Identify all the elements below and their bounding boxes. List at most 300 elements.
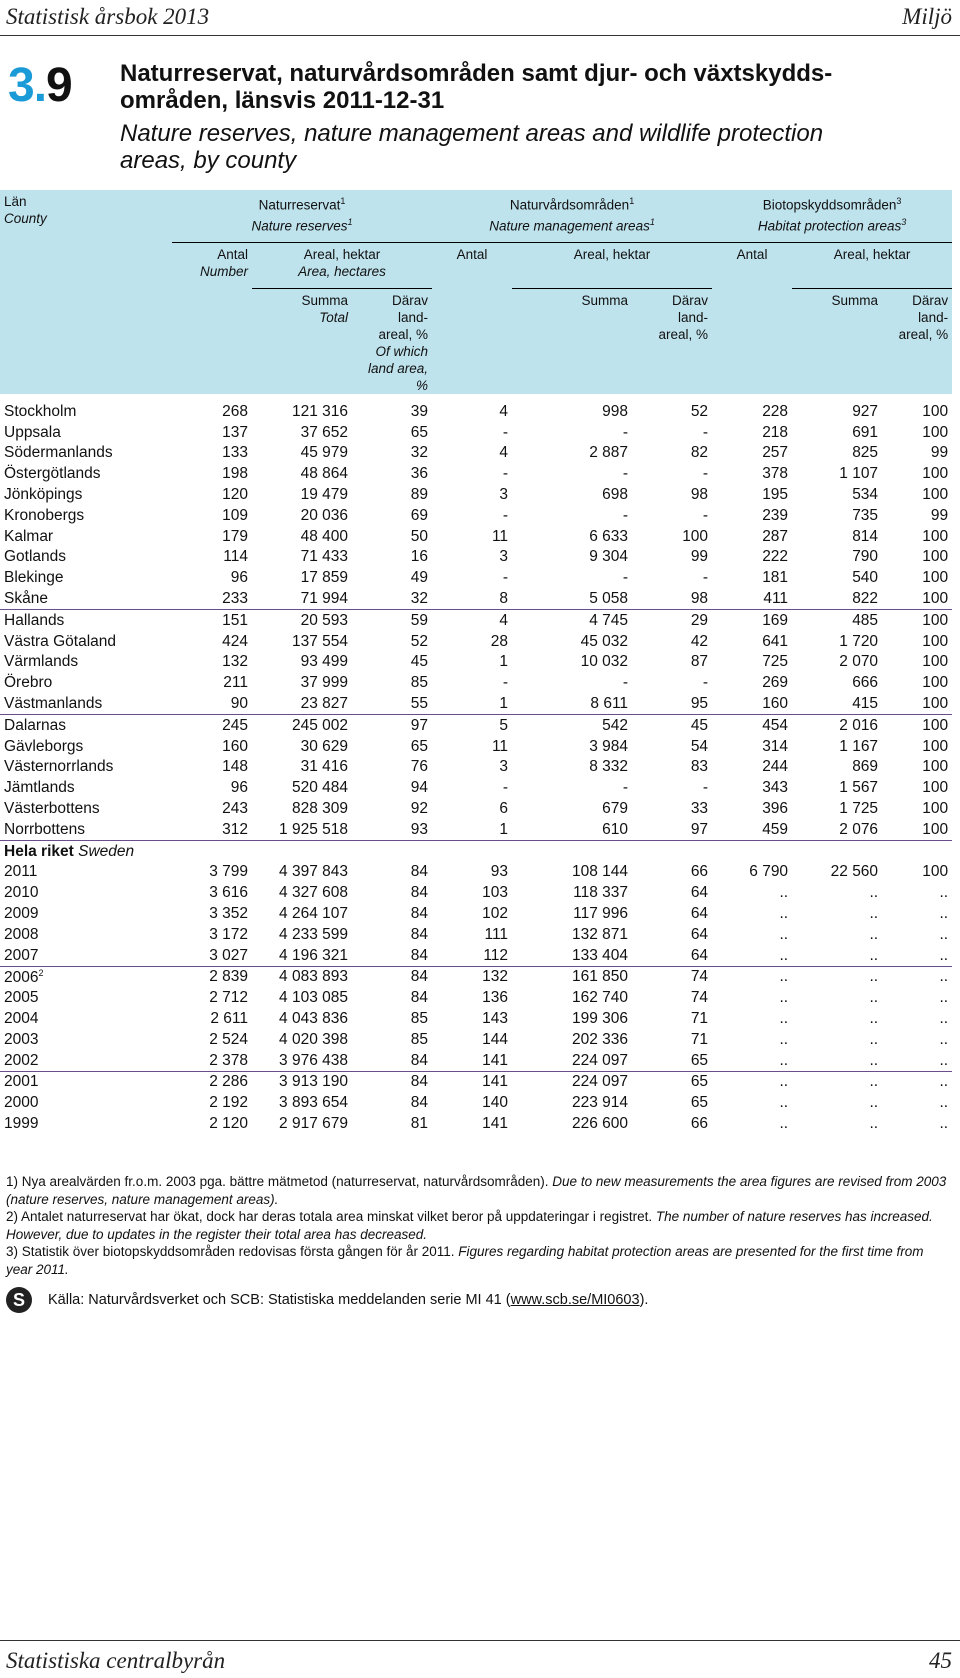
table-cell: 4 020 398 — [279, 1030, 348, 1048]
table-cell: 100 — [922, 779, 949, 797]
table-cell: 1 107 — [839, 465, 879, 483]
row-label: Gotlands — [4, 548, 67, 566]
table-cell: 69 — [410, 506, 429, 524]
row-label: Västra Götaland — [4, 632, 117, 650]
table-cell: 84 — [410, 968, 429, 986]
table-cell: 161 850 — [572, 968, 629, 986]
table-cell: 6 — [499, 800, 509, 818]
table-cell: 1 720 — [839, 632, 879, 650]
row-label: 2007 — [0, 945, 172, 966]
table-row — [0, 862, 952, 883]
table-cell: 137 554 — [291, 632, 348, 650]
row-label: Västerbottens — [4, 800, 100, 818]
table-cell: - — [622, 674, 629, 692]
table-cell: 99 — [930, 444, 949, 462]
table-cell: 103 — [482, 884, 509, 902]
row-label: 2009 — [4, 905, 39, 923]
table-row — [0, 988, 952, 1009]
table-row — [0, 1009, 952, 1030]
table-row — [0, 883, 952, 904]
table-cell: 11 — [491, 527, 509, 545]
table-cell: 85 — [410, 1030, 429, 1048]
table-cell: 169 — [762, 611, 789, 629]
table-cell: 84 — [352, 1050, 432, 1071]
table-cell: 2 611 — [210, 1010, 248, 1027]
table-cell: 65 — [690, 1094, 709, 1112]
page-number: 45 — [929, 1648, 952, 1673]
table-cell: - — [702, 569, 709, 587]
table-cell: .. — [869, 1073, 879, 1091]
table-cell: 5 058 — [512, 589, 632, 610]
table-cell: 48 400 — [300, 527, 348, 545]
table-cell: 84 — [410, 1073, 429, 1091]
table-cell: 143 — [482, 1010, 509, 1027]
table-cell: 92 — [410, 800, 429, 818]
table-row — [0, 505, 952, 526]
table-cell: .. — [779, 968, 789, 986]
header-group-habitat: Biotopskyddsområden$^3$ Habitat protection areas$^3$ — [712, 190, 952, 242]
table-cell: 59 — [410, 611, 429, 629]
table-cell: 84 — [410, 925, 429, 943]
row-label: Södermanlands — [4, 444, 113, 462]
table-cell: .. — [939, 1094, 949, 1112]
table-cell: 3 — [499, 486, 509, 504]
row-label: Västernorrlands — [4, 758, 114, 776]
table-cell: 96 — [230, 779, 248, 797]
table-cell: - — [622, 569, 629, 587]
table-cell: 4 327 608 — [279, 884, 348, 902]
table-cell: 268 — [222, 402, 248, 420]
table-cell: 100 — [922, 737, 949, 755]
table-cell: .. — [882, 1050, 952, 1071]
table-cell: 29 — [690, 611, 709, 629]
publication-title: Statistisk årsbok 2013 — [6, 4, 210, 29]
table-cell: 8 332 — [589, 758, 629, 776]
table-cell: 39 — [410, 402, 429, 420]
table-cell: .. — [779, 989, 789, 1007]
row-label: Östergötlands — [4, 465, 101, 483]
table-row — [0, 819, 952, 840]
source-link[interactable]: www.scb.se/MI0603 — [510, 1292, 640, 1308]
table-cell: 71 — [690, 1010, 709, 1027]
table-cell: 3 — [499, 758, 509, 776]
table-cell: 85 — [410, 674, 429, 692]
table-cell: 822 — [792, 589, 882, 610]
table-cell: - — [622, 423, 629, 441]
table-titles — [120, 60, 950, 174]
table-cell: - — [502, 674, 509, 692]
table-cell: 37 652 — [300, 423, 348, 441]
table-cell: 93 499 — [300, 653, 348, 671]
header-group-management: Naturvårdsområden$^1$ Nature management areas$^1$ — [432, 190, 712, 242]
row-label: 2011 — [4, 863, 38, 881]
table-cell: 11 — [491, 737, 509, 755]
table-cell: 2 286 — [209, 1073, 248, 1091]
table-cell: - — [622, 779, 629, 797]
table-cell: 98 — [632, 589, 712, 610]
table-cell: 998 — [602, 402, 629, 420]
table-body-counties — [0, 402, 952, 841]
table-row — [0, 1093, 952, 1114]
table-cell: 50 — [410, 527, 429, 545]
table-cell: 3 799 — [209, 863, 248, 881]
table-cell: 65 — [690, 1073, 709, 1091]
table-cell: - — [702, 506, 709, 524]
table-cell: 666 — [852, 674, 879, 692]
table-cell: 312 — [222, 820, 248, 838]
table-cell: 2 076 — [839, 820, 879, 838]
row-label: Gävleborgs — [4, 737, 84, 755]
table-cell: 64 — [690, 905, 709, 923]
header-group-reserves: Naturreservat$^1$ Nature reserves$^1$ — [172, 190, 432, 242]
table-cell: 244 — [762, 758, 789, 776]
table-cell: 245 002 — [291, 716, 348, 734]
table-cell: 3 172 — [209, 925, 248, 943]
table-cell: 2 192 — [209, 1094, 248, 1112]
table-row — [0, 631, 952, 652]
table-row — [0, 1029, 952, 1050]
table-cell: 64 — [690, 925, 709, 943]
table-cell: 120 — [222, 486, 248, 504]
table-cell: - — [502, 423, 509, 441]
footnote-2: 2) Antalet naturreservat har ökat, dock har deras totala area minskat vilket beror på uppdateringar i registret. The number of nature reserves has increased. However, due to updates in the register their total area has decreased. — [6, 1209, 933, 1242]
table-body-years — [0, 862, 952, 1134]
table-cell: 85 — [410, 1010, 429, 1027]
scb-logo-icon: S — [6, 1287, 32, 1313]
table-cell: 162 740 — [572, 989, 629, 1007]
table-cell: 2 887 — [589, 444, 629, 462]
table-row — [0, 673, 952, 694]
table-cell: 199 306 — [572, 1010, 629, 1027]
table-cell: .. — [779, 884, 789, 902]
table-cell: 100 — [922, 465, 949, 483]
table-cell: .. — [779, 1114, 789, 1132]
table-cell: 679 — [602, 800, 629, 818]
table-cell: 869 — [852, 758, 879, 776]
table-cell: 202 336 — [572, 1030, 629, 1048]
table-cell: 81 — [410, 1114, 429, 1132]
table-cell: 2 839 — [209, 968, 248, 986]
source — [6, 1287, 951, 1317]
table-cell: 396 — [762, 800, 789, 818]
table-cell: 121 316 — [291, 402, 348, 420]
table-cell: 65 — [410, 423, 429, 441]
table-cell: - — [702, 423, 709, 441]
table-cell: 19 479 — [300, 486, 348, 504]
table-cell: .. — [712, 1050, 792, 1071]
table-cell: 93 — [490, 863, 509, 881]
table-cell: 66 — [690, 863, 709, 881]
table-row — [0, 402, 952, 423]
table-cell: 96 — [230, 569, 248, 587]
table-cell: 160 — [712, 694, 792, 715]
table-cell: 4 233 599 — [279, 925, 348, 943]
table-cell: 927 — [852, 402, 879, 420]
header-antal-1: Antal Number — [199, 246, 248, 279]
table-cell: 735 — [852, 506, 879, 524]
table-cell: 17 859 — [300, 569, 348, 587]
row-label: Blekinge — [4, 569, 64, 587]
table-cell: .. — [779, 905, 789, 923]
table-cell: 3 976 438 — [252, 1050, 352, 1071]
table-row — [0, 485, 952, 506]
table-row — [0, 443, 952, 464]
table-cell: 48 864 — [300, 465, 348, 483]
table-cell: 33 — [690, 800, 709, 818]
table-cell: 100 — [922, 863, 949, 881]
table-cell: 415 — [792, 694, 882, 715]
table-cell: 97 — [690, 820, 709, 838]
table-cell: 28 — [490, 632, 509, 650]
table-cell: 37 999 — [300, 674, 348, 692]
table-cell: 1 — [499, 820, 509, 838]
table-cell: 2 070 — [839, 653, 879, 671]
footnotes — [6, 1173, 951, 1278]
table-cell: 74 — [690, 989, 709, 1007]
table-cell: 179 — [222, 527, 248, 545]
table-cell: 2 378 — [172, 1050, 252, 1071]
riket-label: Hela riket Sweden — [0, 841, 952, 862]
table-cell: 4 — [499, 611, 509, 629]
table-cell: .. — [779, 1030, 789, 1048]
table-cell: .. — [939, 968, 949, 986]
table-cell: 534 — [852, 486, 879, 504]
header-summa-3: Summa — [831, 292, 879, 308]
table-cell: .. — [869, 905, 879, 923]
table-cell: .. — [869, 989, 879, 1007]
table-cell: - — [702, 674, 709, 692]
table-cell: 99 — [930, 506, 949, 524]
table-cell: - — [622, 465, 629, 483]
table-cell: - — [502, 779, 509, 797]
table-cell: .. — [869, 968, 879, 986]
table-cell: 82 — [690, 444, 709, 462]
table-cell: 1 725 — [839, 800, 879, 818]
table-cell: 133 — [222, 444, 248, 462]
riket-section — [0, 841, 952, 862]
row-label: 2005 — [4, 989, 39, 1007]
table-cell: 378 — [762, 465, 789, 483]
table-cell: 22 560 — [830, 863, 879, 881]
table-cell: 181 — [762, 569, 789, 587]
table-cell: 287 — [762, 527, 789, 545]
row-label: Hallands — [4, 611, 65, 629]
table-cell: 20 593 — [300, 611, 348, 629]
table-cell: 36 — [410, 465, 429, 483]
table-cell: 100 — [882, 694, 952, 715]
table-cell: 83 — [690, 758, 709, 776]
table-cell: .. — [939, 884, 949, 902]
row-label: 2010 — [4, 884, 39, 902]
table-cell: 100 — [922, 800, 949, 818]
header-summa-2: Summa — [581, 292, 629, 308]
table-cell: 485 — [852, 611, 879, 629]
table-cell: 228 — [762, 402, 789, 420]
table-cell: 424 — [222, 632, 248, 650]
header-areal-3: Areal, hektar — [792, 242, 952, 288]
table-cell: 84 — [352, 945, 432, 966]
table-cell: 87 — [690, 653, 709, 671]
footnote-1: 1) Nya arealvärden fr.o.m. 2003 pga. bättre mätmetod (naturreservat, naturvårdsområden). Due to new measurements the area figures are revised from 2003 (nature reserves, nature management areas). — [6, 1174, 947, 1207]
row-label: 2004 — [4, 1010, 39, 1027]
table-cell: 84 — [410, 1094, 429, 1112]
table-cell: 2 120 — [209, 1114, 248, 1132]
table-cell: .. — [869, 1114, 879, 1132]
table-cell: 8 — [432, 589, 512, 610]
table-cell: 198 — [222, 465, 248, 483]
table-cell: 42 — [690, 632, 709, 650]
table-cell: 3 913 190 — [279, 1073, 348, 1091]
table-cell: 132 — [482, 968, 509, 986]
table-cell: 98 — [690, 486, 709, 504]
header-rule — [0, 35, 960, 36]
table-cell: 3 027 — [172, 945, 252, 966]
table-cell: 218 — [762, 423, 789, 441]
table-cell: 100 — [882, 589, 952, 610]
table-cell: .. — [939, 905, 949, 923]
source-text: Källa: Naturvårdsverket och SCB: Statistiska meddelanden serie MI 41 (www.scb.se/MI0603). — [48, 1292, 649, 1308]
table-cell: 16 — [410, 548, 429, 566]
table-header — [0, 190, 952, 402]
table-cell: 2 917 679 — [279, 1114, 348, 1132]
table-cell: 108 144 — [572, 863, 629, 881]
table-cell: 23 827 — [252, 694, 352, 715]
data-table — [0, 190, 952, 1134]
table-cell: .. — [779, 1094, 789, 1112]
table-cell: 160 — [222, 737, 248, 755]
table-cell: 100 — [922, 402, 949, 420]
table-cell: 84 — [410, 884, 429, 902]
table-row — [0, 1114, 952, 1135]
table-cell: 610 — [602, 820, 629, 838]
table-cell: 100 — [682, 527, 709, 545]
table-cell: 117 996 — [573, 905, 629, 923]
table-cell: 2 016 — [839, 716, 879, 734]
table-cell: 4 264 107 — [279, 905, 348, 923]
table-row — [0, 464, 952, 485]
table-cell: 100 — [922, 486, 949, 504]
table-cell: .. — [869, 1010, 879, 1027]
table-cell: 211 — [223, 674, 248, 692]
header-areal-1: Areal, hektar Area, hectares — [252, 242, 432, 288]
row-label: 2002 — [0, 1050, 172, 1071]
table-cell: 32 — [352, 589, 432, 610]
row-label: 2008 — [4, 925, 39, 943]
table-cell: .. — [882, 945, 952, 966]
page-header — [0, 0, 960, 36]
table-cell: 825 — [852, 444, 879, 462]
table-cell: .. — [779, 925, 789, 943]
table-cell: 641 — [762, 632, 789, 650]
table-cell: 99 — [690, 548, 709, 566]
title-swedish: Naturreservat, naturvårdsområden samt djur- och växtskydds- områden, länsvis 2011-12-31 — [120, 60, 833, 114]
table-cell: 2 524 — [209, 1030, 248, 1048]
table-cell: 4 103 085 — [279, 989, 348, 1007]
table-row — [0, 736, 952, 757]
table-cell: .. — [869, 1030, 879, 1048]
table-cell: 691 — [852, 423, 879, 441]
table-cell: 100 — [922, 632, 949, 650]
table-cell: 94 — [410, 779, 429, 797]
table-cell: 90 — [172, 694, 252, 715]
table-row — [0, 652, 952, 673]
table-cell: - — [702, 465, 709, 483]
table-cell: 243 — [222, 800, 248, 818]
table-cell: 4 — [499, 402, 509, 420]
header-darav-3: Därav land- areal, % — [898, 292, 949, 342]
table-row — [0, 568, 952, 589]
table-row — [0, 778, 952, 799]
table-cell: 459 — [762, 820, 789, 838]
table-cell: 540 — [852, 569, 879, 587]
table-cell: - — [502, 569, 509, 587]
header-summa-1: Summa Total — [301, 292, 348, 325]
table-cell: .. — [939, 989, 949, 1007]
table-cell: 71 994 — [252, 589, 352, 610]
table-cell: 1 — [432, 694, 512, 715]
table-cell: 144 — [482, 1030, 509, 1048]
table-row — [0, 715, 952, 736]
table-cell: 195 — [762, 486, 789, 504]
table-cell: 4 043 836 — [279, 1010, 348, 1027]
table-cell: 100 — [922, 423, 949, 441]
table-cell: 226 600 — [572, 1114, 629, 1132]
table-cell: 136 — [482, 989, 509, 1007]
table-cell: - — [622, 506, 629, 524]
table-cell: 89 — [410, 486, 429, 504]
table-cell: .. — [712, 945, 792, 966]
header-antal-2: Antal — [456, 246, 488, 262]
table-cell: 814 — [852, 527, 879, 545]
table-number: 3.9 — [8, 59, 72, 112]
table-cell: 239 — [762, 506, 789, 524]
table-cell: 9 304 — [589, 548, 629, 566]
footnote-3: 3) Statistik över biotopskyddsområden redovisas första gången för år 2011. Figures regarding habitat protection areas are presented for the first time from year 2011. — [6, 1244, 924, 1277]
table-cell: 3 — [499, 548, 509, 566]
table-row — [0, 799, 952, 820]
table-cell: 8 611 — [512, 694, 632, 715]
table-cell: .. — [939, 925, 949, 943]
table-cell: 10 032 — [580, 653, 629, 671]
section-title: Miljö — [902, 4, 952, 29]
table-cell: 148 — [222, 758, 248, 776]
table-cell: 790 — [852, 548, 879, 566]
table-row — [0, 924, 952, 945]
table-cell: 76 — [410, 758, 429, 776]
table-cell: 233 — [172, 589, 252, 610]
row-label: Västmanlands — [0, 694, 172, 715]
table-row — [0, 904, 952, 925]
table-cell: 3 893 654 — [279, 1094, 348, 1112]
table-row — [0, 757, 952, 778]
table-cell: 64 — [632, 945, 712, 966]
table-row — [0, 945, 952, 966]
table-cell: 725 — [762, 653, 789, 671]
title-english: Nature reserves, nature management areas and wildlife protection areas, by county — [120, 120, 824, 174]
header-darav-2: Därav land- areal, % — [658, 292, 709, 342]
table-cell: 828 309 — [291, 800, 348, 818]
row-label: Kalmar — [4, 527, 54, 545]
row-label: Norrbottens — [4, 820, 85, 838]
row-label: Stockholm — [4, 402, 77, 420]
table-cell: 140 — [482, 1094, 509, 1112]
table-cell: 133 404 — [512, 945, 632, 966]
table-cell: 4 745 — [589, 611, 629, 629]
table-cell: 2 712 — [209, 989, 248, 1007]
table-cell: 100 — [922, 758, 949, 776]
table-cell: 100 — [922, 527, 949, 545]
table-cell: 111 — [484, 925, 509, 943]
